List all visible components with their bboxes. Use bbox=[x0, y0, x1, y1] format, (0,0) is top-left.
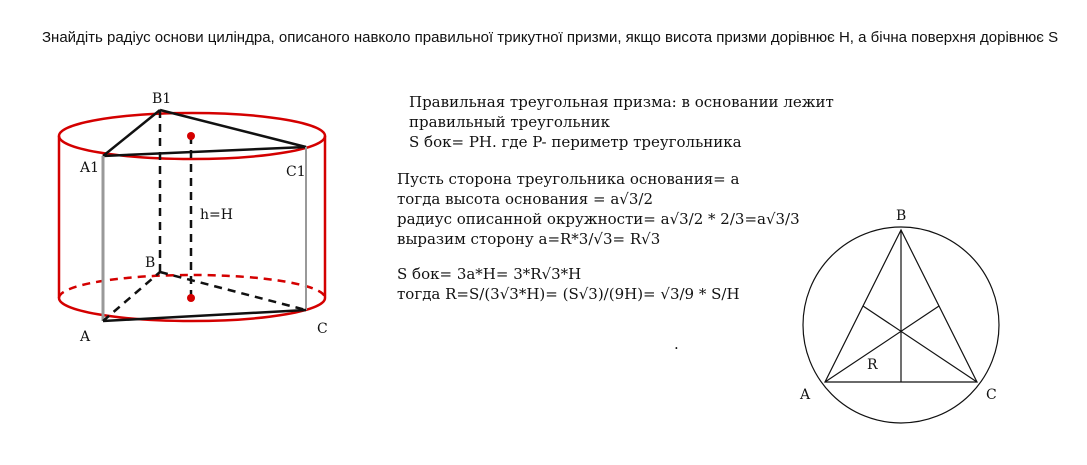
circle-label-a: A bbox=[800, 387, 811, 403]
solution-line-7: выразим сторону a=R*3/√3= R√3 bbox=[397, 230, 661, 248]
solution-line-5: тогда высота основания = a√3/2 bbox=[397, 190, 654, 208]
label-b1: B1 bbox=[152, 91, 172, 107]
cylinder bbox=[59, 113, 325, 321]
bottom-center-dot bbox=[187, 294, 195, 302]
edge-b-c bbox=[160, 272, 306, 310]
circle-triangle-figure bbox=[803, 227, 999, 423]
median-a bbox=[825, 306, 939, 382]
solution-line-8: S бок= 3a*H= 3*R√3*H bbox=[397, 265, 582, 283]
circle-label-c: C bbox=[986, 387, 997, 403]
label-c: C bbox=[317, 321, 328, 337]
circle-label-r: R bbox=[867, 357, 878, 373]
label-a1: A1 bbox=[80, 160, 100, 176]
circle-label-b: B bbox=[896, 208, 907, 224]
label-height: h=H bbox=[200, 207, 233, 223]
top-center-dot bbox=[187, 132, 195, 140]
solution-line-9: тогда R=S/(3√3*H)= (S√3)/(9H)= √3/9 * S/H bbox=[397, 285, 740, 303]
label-c1: C1 bbox=[286, 164, 306, 180]
solution-line-6: радиус описанной окружности= a√3/2 * 2/3=a√3/3 bbox=[397, 210, 800, 228]
label-a: A bbox=[80, 329, 91, 345]
solution-line-2: правильный треугольник bbox=[409, 113, 610, 131]
label-b: B bbox=[145, 255, 156, 271]
solution-line-1: Правильная треугольная призма: в основании лежит bbox=[409, 93, 834, 111]
median-c bbox=[863, 306, 977, 382]
stray-dot: . bbox=[674, 335, 679, 353]
solution-line-4: Пусть сторона треугольника основания= a bbox=[397, 170, 740, 188]
solution-line-3: S бок= PH. где P- периметр треугольника bbox=[409, 133, 742, 151]
problem-statement: Знайдіть радіус основи циліндра, описаного навколо правильної трикутної призми, якщо висота призми дорівнює Н, а бічна поверхня дорівнює S bbox=[42, 29, 1059, 46]
edge-b1-c1 bbox=[160, 110, 306, 147]
